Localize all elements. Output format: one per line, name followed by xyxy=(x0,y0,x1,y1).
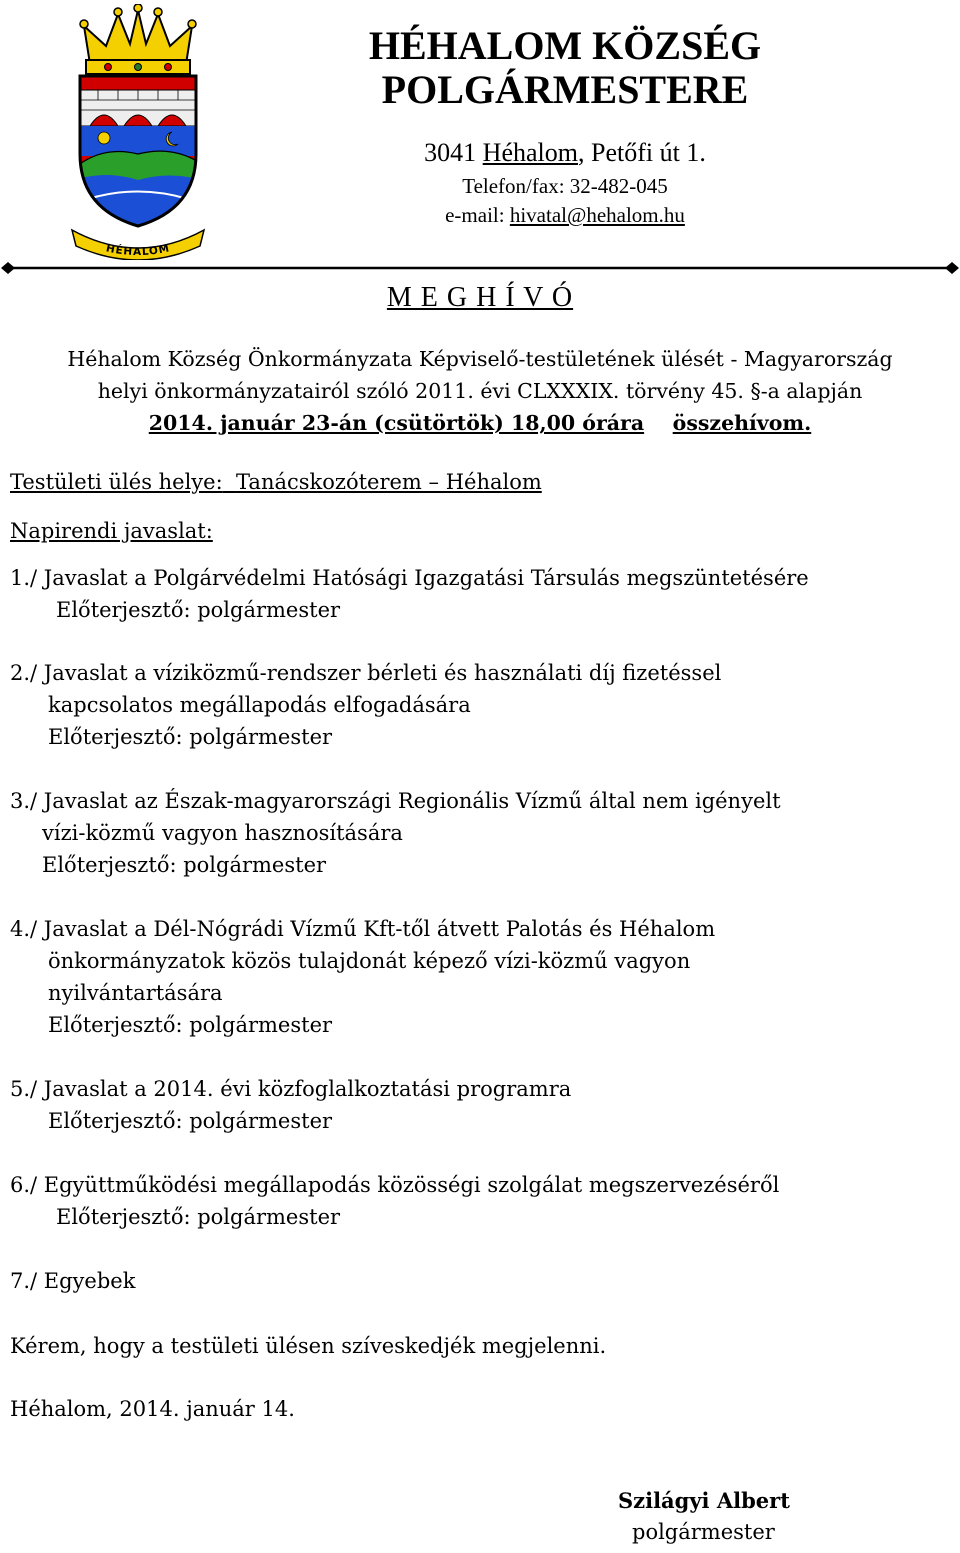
agenda-item-2 xyxy=(10,657,721,753)
address-suffix: , Petőfi út 1. xyxy=(577,138,706,167)
agenda-item-1 xyxy=(10,562,809,626)
agenda-item-text: 4./ Javaslat a Dél-Nógrádi Vízmű Kft-től átvett Palotás és Héhalom xyxy=(10,917,716,941)
municipal-crest xyxy=(68,4,208,260)
meeting-date: 2014. január 23-án (csütörtök) 18,00 órára xyxy=(148,411,645,435)
signatory-role: polgármester xyxy=(632,1520,775,1544)
address-town: Héhalom xyxy=(482,138,578,167)
intro-line-1: Héhalom Község Önkormányzata Képviselő-testületének ülését - Magyarország xyxy=(67,347,893,371)
agenda-item-presenter: Előterjesztő: polgármester xyxy=(42,853,327,877)
intro-line-3 xyxy=(10,407,950,439)
agenda-item-presenter: Előterjesztő: polgármester xyxy=(48,725,333,749)
signatory-name: Szilágyi Albert xyxy=(618,1488,790,1513)
place-and-date: Héhalom, 2014. január 14. xyxy=(10,1397,295,1421)
agenda-item-presenter: Előterjesztő: polgármester xyxy=(48,1109,333,1133)
agenda-item-presenter: Előterjesztő: polgármester xyxy=(56,598,341,622)
office-email-line xyxy=(290,203,840,228)
venue-value: Tanácskozóterem – Héhalom xyxy=(236,470,542,494)
closing-request: Kérem, hogy a testületi ülésen szíveskedjék megjelenni. xyxy=(10,1334,607,1358)
diamond-left-icon xyxy=(1,262,15,274)
agenda-item-text: 5./ Javaslat a 2014. évi közfoglalkoztatási programra xyxy=(10,1077,572,1101)
venue-line xyxy=(10,470,542,494)
venue-label: Testületi ülés helye: xyxy=(10,470,223,494)
agenda-item-text: 2./ Javaslat a víziközmű-rendszer bérleti és használati díj fizetéssel xyxy=(10,661,722,685)
agenda-item-text-cont: vízi-közmű vagyon hasznosítására xyxy=(42,821,403,845)
office-title-line1: HÉHALOM KÖZSÉG xyxy=(368,23,762,68)
agenda-item-text-cont: kapcsolatos megállapodás elfogadására xyxy=(48,693,471,717)
agenda-item-4 xyxy=(10,913,715,1041)
header-divider xyxy=(0,261,960,275)
agenda-item-presenter: Előterjesztő: polgármester xyxy=(48,1013,333,1037)
agenda-item-text: 6./ Együttműködési megállapodás közösségi szolgálat megszervezéséről xyxy=(10,1173,780,1197)
shield-icon xyxy=(68,76,208,236)
agenda-item-text-cont: nyilvántartására xyxy=(48,981,223,1005)
agenda-item-6 xyxy=(10,1169,779,1233)
agenda-item-5 xyxy=(10,1073,571,1137)
agenda-label: Napirendi javaslat: xyxy=(10,519,213,543)
diamond-right-icon xyxy=(945,262,959,274)
crown-icon xyxy=(80,4,196,74)
address-prefix: 3041 xyxy=(424,138,483,167)
office-title-line2: POLGÁRMESTERE xyxy=(381,67,749,112)
email-label: e-mail: xyxy=(445,203,510,227)
crest-lettering: HÉHALOM xyxy=(104,242,172,259)
office-phone: Telefon/fax: 32-482-045 xyxy=(462,174,668,198)
agenda-item-presenter: Előterjesztő: polgármester xyxy=(56,1205,341,1229)
ribbon-icon xyxy=(72,230,204,260)
agenda-item-text: 1./ Javaslat a Polgárvédelmi Hatósági Igazgatási Társulás megszüntetésére xyxy=(10,566,809,590)
intro-line-2: helyi önkormányzatairól szóló 2011. évi CLXXXIX. törvény 45. §-a alapján xyxy=(97,379,863,403)
meeting-call: összehívom. xyxy=(672,411,812,435)
agenda-item-text-cont: önkormányzatok közös tulajdonát képező vízi-közmű vagyon xyxy=(48,949,691,973)
office-address xyxy=(290,138,840,168)
agenda-item-3 xyxy=(10,785,781,881)
invitation-heading: M E G H Í V Ó xyxy=(386,282,574,313)
email-link[interactable]: hivatal@hehalom.hu xyxy=(509,203,685,227)
agenda-item-7 xyxy=(10,1265,135,1297)
agenda-item-text: 7./ Egyebek xyxy=(10,1269,136,1293)
agenda-item-text: 3./ Javaslat az Észak-magyarországi Regionális Vízmű által nem igényelt xyxy=(10,789,781,813)
svg-text:HÉHALOM xyxy=(105,242,171,258)
